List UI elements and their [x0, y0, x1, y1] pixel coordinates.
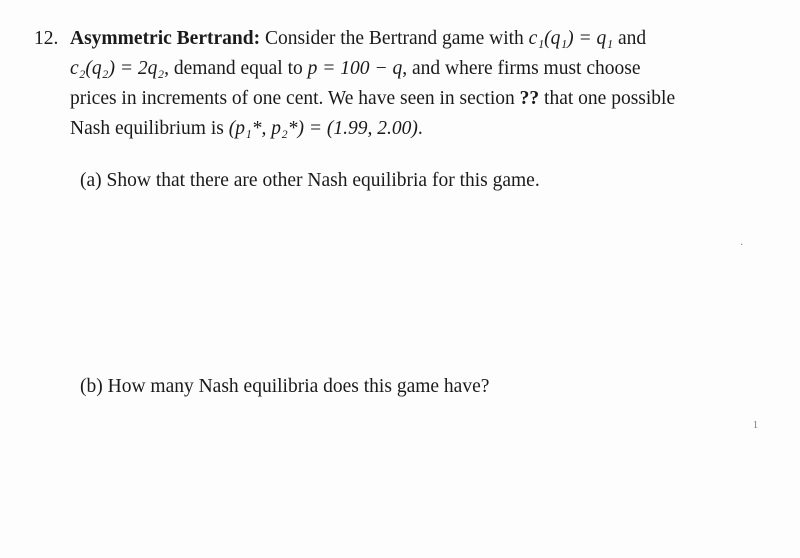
- part-a: (a) Show that there are other Nash equilibria for this game.: [80, 170, 540, 191]
- cost-function-1: c₁(q₁) = q₁: [528, 28, 614, 49]
- problem-line-1-text: Consider the Bertrand game with: [260, 28, 529, 49]
- stray-mark: 1: [753, 420, 758, 431]
- problem-line-3: [34, 84, 764, 114]
- problem-line-4: [34, 114, 764, 144]
- demand-function: p = 100 − q: [307, 58, 403, 79]
- cost-function-2: c₂(q₂) = 2q₂: [70, 58, 165, 79]
- problem-line-3-end: that one possible: [539, 88, 676, 109]
- problem-number: 12.: [34, 28, 59, 49]
- problem-line-1-end: and: [613, 28, 647, 49]
- part-b: (b) How many Nash equilibria does this game have?: [80, 376, 490, 397]
- problem-line-3-text: prices in increments of one cent. We have seen in section: [70, 88, 520, 109]
- section-reference: ??: [519, 88, 540, 109]
- problem-line-4-text: Nash equilibrium is: [70, 118, 229, 139]
- problem-line-2-text-1: , demand equal to: [164, 58, 308, 79]
- problem-line-4-end: .: [417, 118, 423, 139]
- equilibrium-prices: (p₁*, p₂*) = (1.99, 2.00): [228, 118, 418, 139]
- problem-12: [34, 24, 764, 144]
- stray-mark: ·: [740, 240, 744, 251]
- problem-title: Asymmetric Bertrand:: [70, 28, 261, 49]
- problem-line-2: [34, 54, 764, 84]
- problem-line-1: [34, 24, 764, 54]
- problem-line-2-text-2: , and where firms must choose: [402, 58, 641, 79]
